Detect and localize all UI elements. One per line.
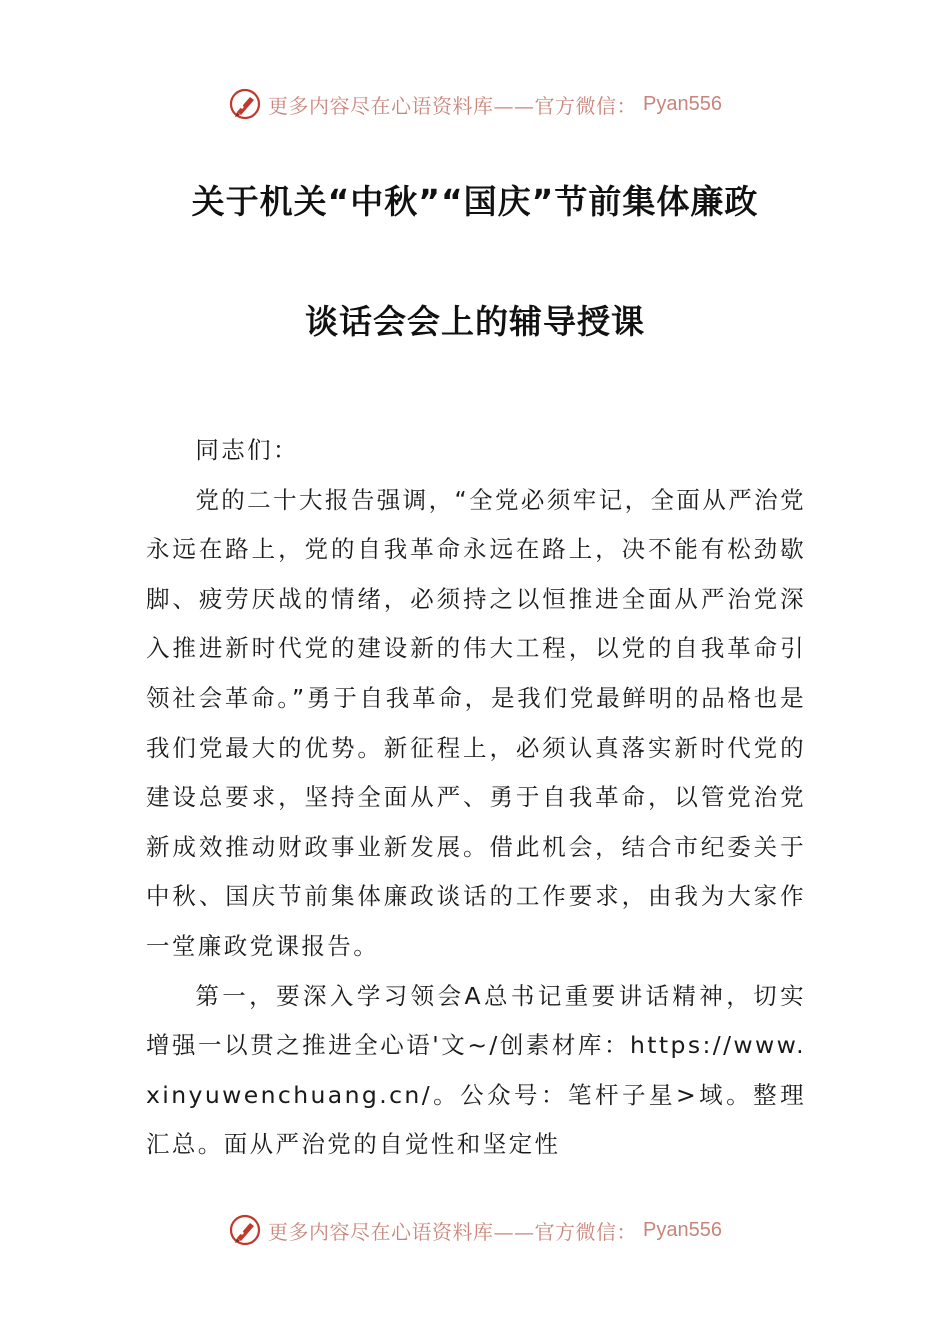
document-title-line-1: 关于机关“中秋”“国庆”节前集体廉政 xyxy=(191,182,759,221)
pen-nib-logo-icon xyxy=(228,87,262,121)
watermark-text: 更多内容尽在心语资料库——官方微信： xyxy=(268,1219,638,1244)
footer-watermark xyxy=(0,1210,950,1250)
header-watermark xyxy=(0,84,950,124)
body-paragraph: 第一，要深入学习领会A总书记重要讲话精神，切实增强一以贯之推进全心语'文~/创素材库：https://www.xinyuwenchuang.cn/。公众号：笔杆子星>域。整理汇总。面从严治党的自觉性和坚定性 xyxy=(146,981,806,1159)
watermark-wechat-id: Pyan556 xyxy=(643,1218,722,1241)
salutation: 同志们： xyxy=(195,436,299,464)
document-title-line-2: 谈话会会上的辅导授课 xyxy=(305,302,645,341)
pen-nib-logo-icon xyxy=(228,1213,262,1247)
watermark-text: 更多内容尽在心语资料库——官方微信： xyxy=(268,93,638,118)
body-paragraph: 党的二十大报告强调，“全党必须牢记，全面从严治党永远在路上，党的自我革命永远在路上，决不能有松劲歇脚、疲劳厌战的情绪，必须持之以恒推进全面从严治党深入推进新时代党的建设新的伟大工程，以党的自我革命引领社会革命。”勇于自我革命，是我们党最鲜明的品格也是我们党最大的优势。新征程上，必须认真落实新时代党的建设总要求，坚持全面从严、勇于自我革命，以管党治党新成效推动财政事业新发展。借此机会，结合市纪委关于中秋、国庆节前集体廉政谈话的工作要求，由我为大家作一堂廉政党课报告。 xyxy=(146,485,806,960)
document-body xyxy=(146,426,806,1170)
watermark-wechat-id: Pyan556 xyxy=(643,92,722,115)
